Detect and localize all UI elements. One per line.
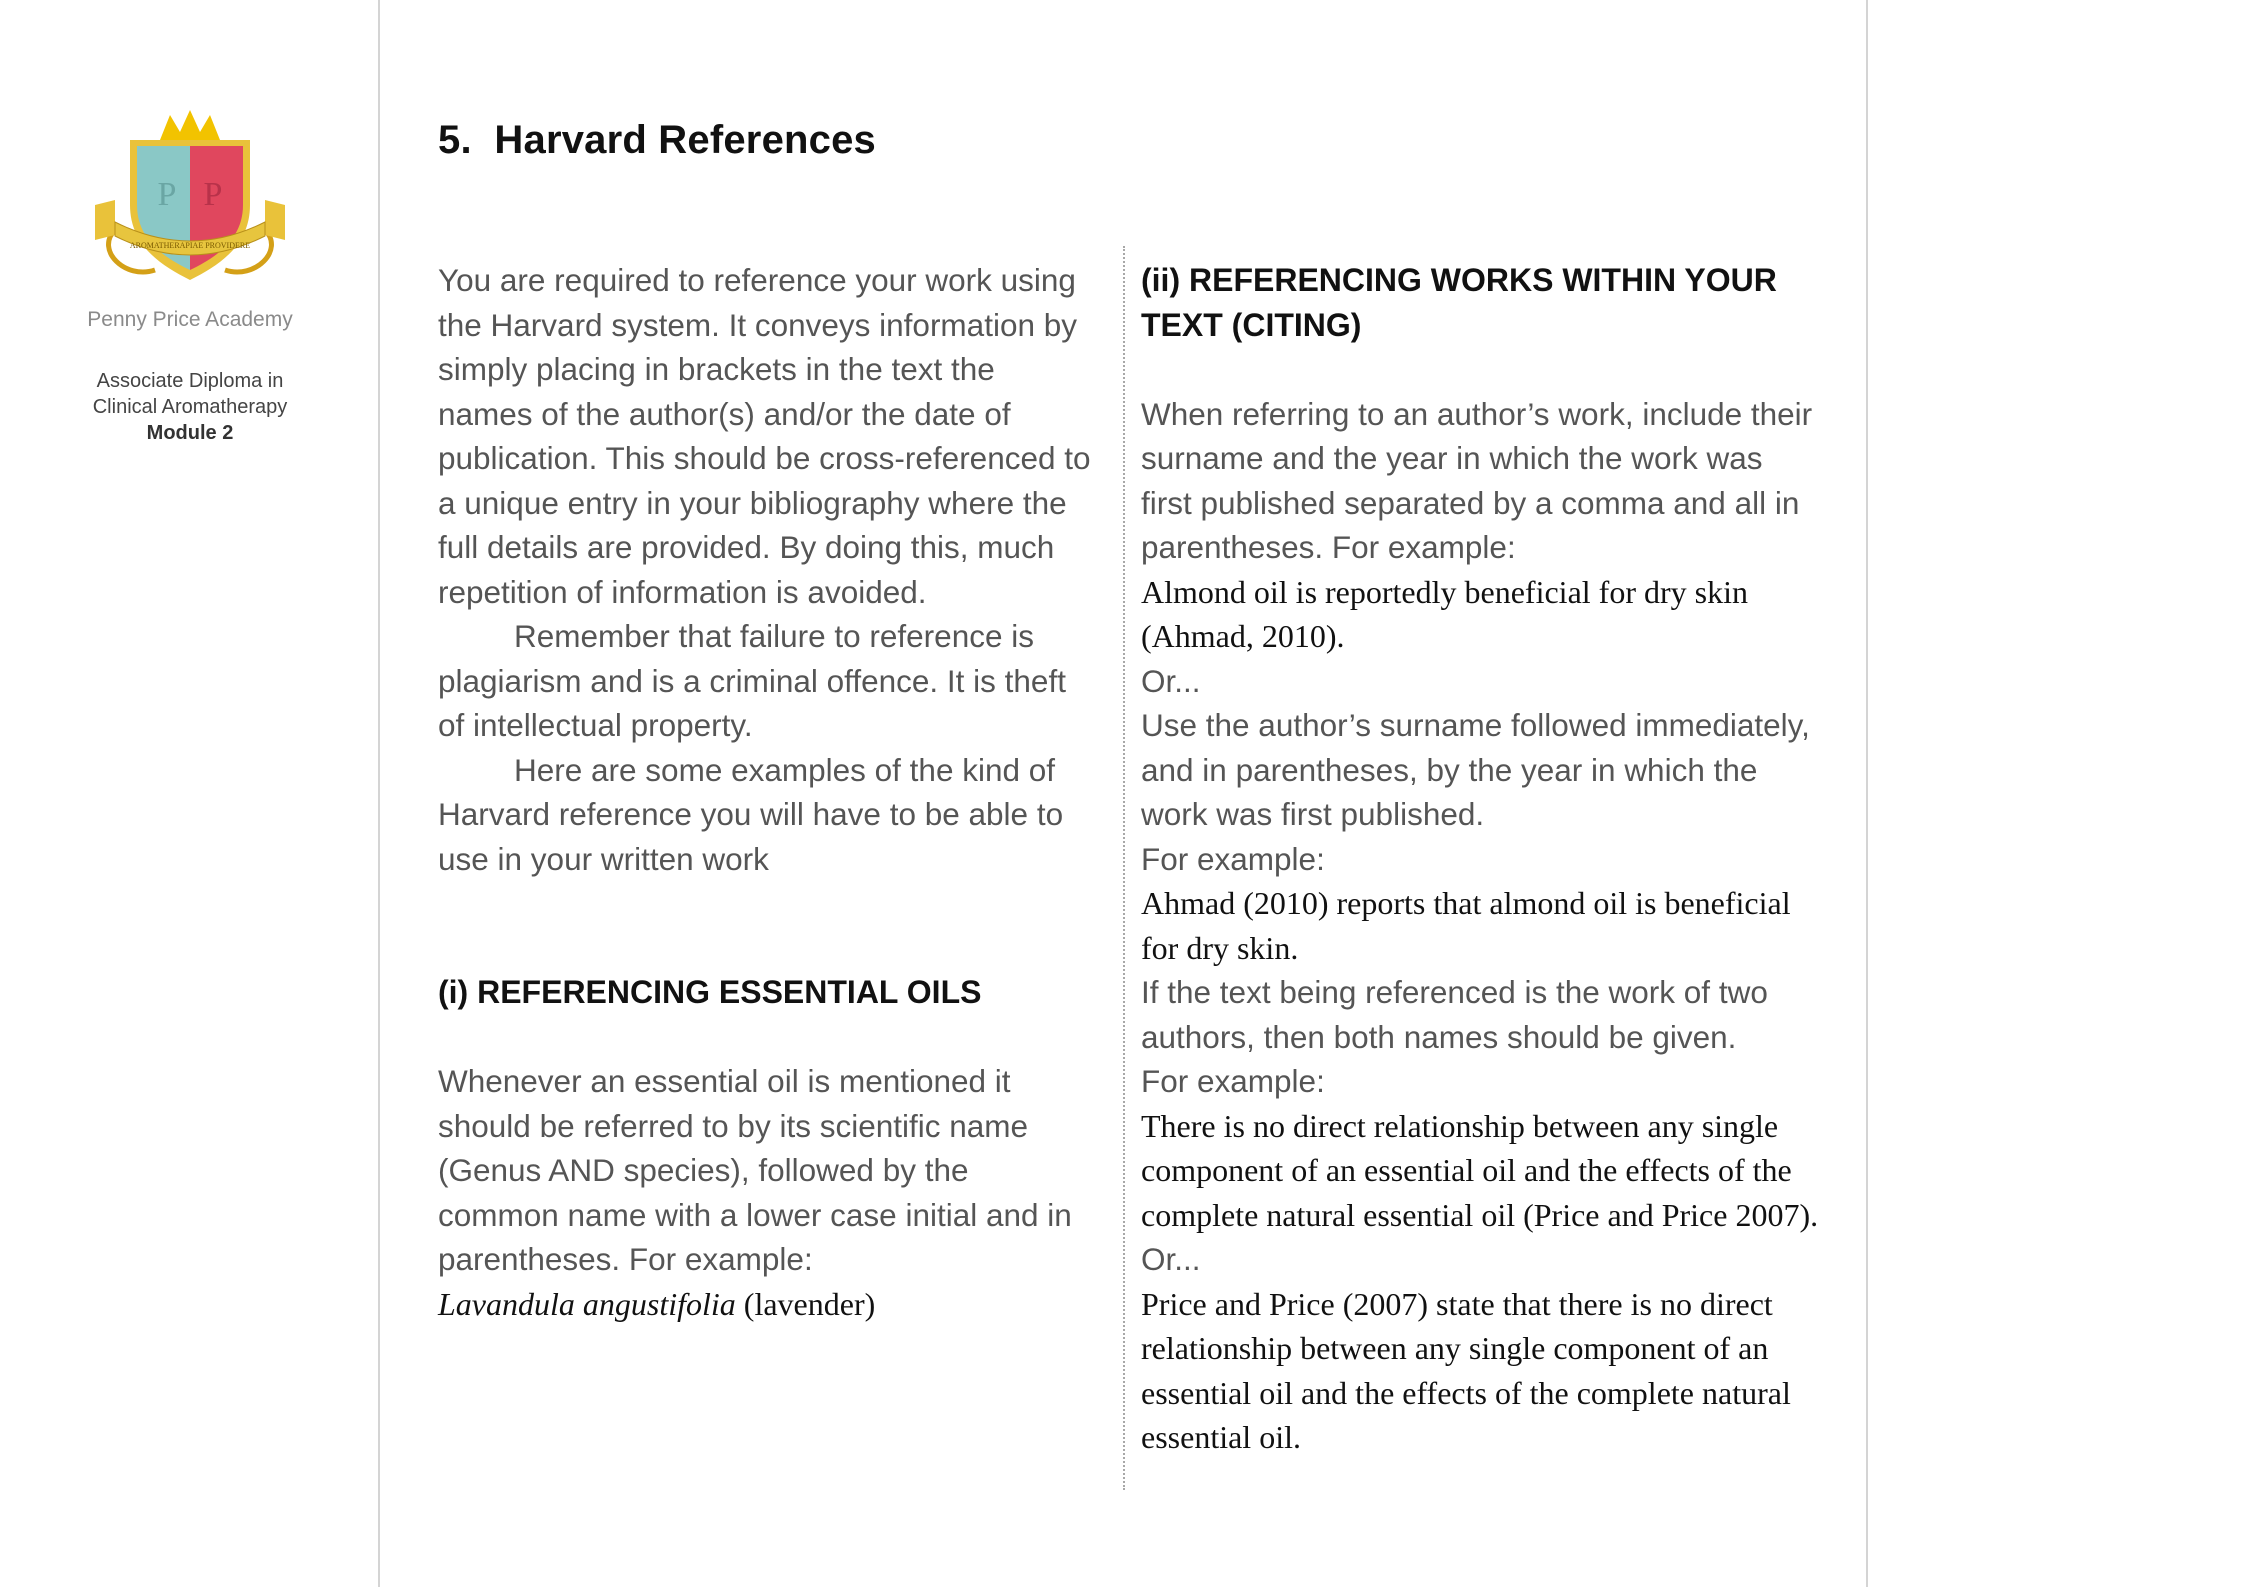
citing-paragraph-2: Use the author’s surname followed immediately, and in parentheses, by the year in which the work was first published.	[1141, 707, 1810, 832]
common-name: (lavender)	[743, 1285, 876, 1322]
course-info	[40, 368, 340, 446]
right-margin-rule	[1866, 0, 1868, 1587]
essential-oils-paragraph: Whenever an essential oil is mentioned it should be referred to by its scientific name (Genus AND species), followed by the common name with a lower case initial and in parentheses. For example:	[438, 1063, 1072, 1277]
or-label-2: Or...	[1141, 1241, 1201, 1277]
academy-name: Penny Price Academy	[87, 308, 293, 331]
column-divider	[1123, 246, 1125, 1490]
left-margin-rule	[378, 0, 380, 1587]
section-title-text: Harvard References	[494, 118, 876, 162]
essential-oil-example	[438, 1282, 1098, 1327]
citing-example-3: There is no direct relationship between any single component of an essential oil and the effects of the complete natural essential oil (Price and Price 2007).	[1141, 1107, 1819, 1233]
section-title	[438, 118, 876, 163]
latin-name: Lavandula angustifolia	[438, 1285, 736, 1322]
course-line-2: Clinical Aromatherapy	[92, 396, 288, 418]
citing-paragraph-1: When referring to an author’s work, include their surname and the year in which the work was first published separated by a comma and all in parentheses. For example:	[1141, 395, 1813, 565]
left-column	[438, 258, 1098, 1326]
svg-text:P: P	[203, 176, 223, 213]
citing-paragraph-3: If the text being referenced is the work of two authors, then both names should be given.	[1141, 974, 1768, 1055]
course-line-1: Associate Diploma in	[96, 370, 284, 392]
intro-paragraph: You are required to reference your work using the Harvard system. It conveys information by simply placing in brackets in the text the names of the author(s) and/or the date of publication. This should be cross-referenced to a unique entry in your bibliography where the full details are provided. By doing this, much repetition of information is avoided.	[438, 262, 1091, 610]
for-example-label-2: For example:	[1141, 1063, 1325, 1099]
or-label-1: Or...	[1141, 662, 1201, 699]
citing-example-4: Price and Price (2007) state that there is no direct relationship between any single component of an essential oil and the effects of the complete natural essential oil.	[1141, 1285, 1791, 1455]
svg-text:AROMATHERAPIAE PROVIDERE: AROMATHERAPIAE PROVIDERE	[129, 241, 251, 250]
for-example-label-1: For example:	[1141, 840, 1325, 877]
examples-intro-paragraph: Here are some examples of the kind of Harvard reference you will have to be able to use in your written work	[438, 751, 1064, 877]
plagiarism-paragraph: Remember that failure to reference is plagiarism and is a criminal offence. It is theft of intellectual property.	[438, 618, 1066, 743]
section-number: 5.	[438, 118, 472, 162]
right-column	[1141, 258, 1821, 1460]
svg-text:P: P	[157, 176, 177, 213]
module-label: Module 2	[146, 422, 234, 444]
sidebar	[40, 110, 340, 446]
citing-subheading: (ii) REFERENCING WORKS WITHIN YOUR TEXT (CITING)	[1141, 262, 1777, 343]
citing-example-2: Ahmad (2010) reports that almond oil is beneficial for dry skin.	[1141, 885, 1791, 966]
academy-crest-logo	[75, 110, 305, 290]
essential-oils-subheading: (i) REFERENCING ESSENTIAL OILS	[438, 974, 982, 1010]
citing-example-1: Almond oil is reportedly beneficial for dry skin (Ahmad, 2010).	[1141, 573, 1748, 654]
